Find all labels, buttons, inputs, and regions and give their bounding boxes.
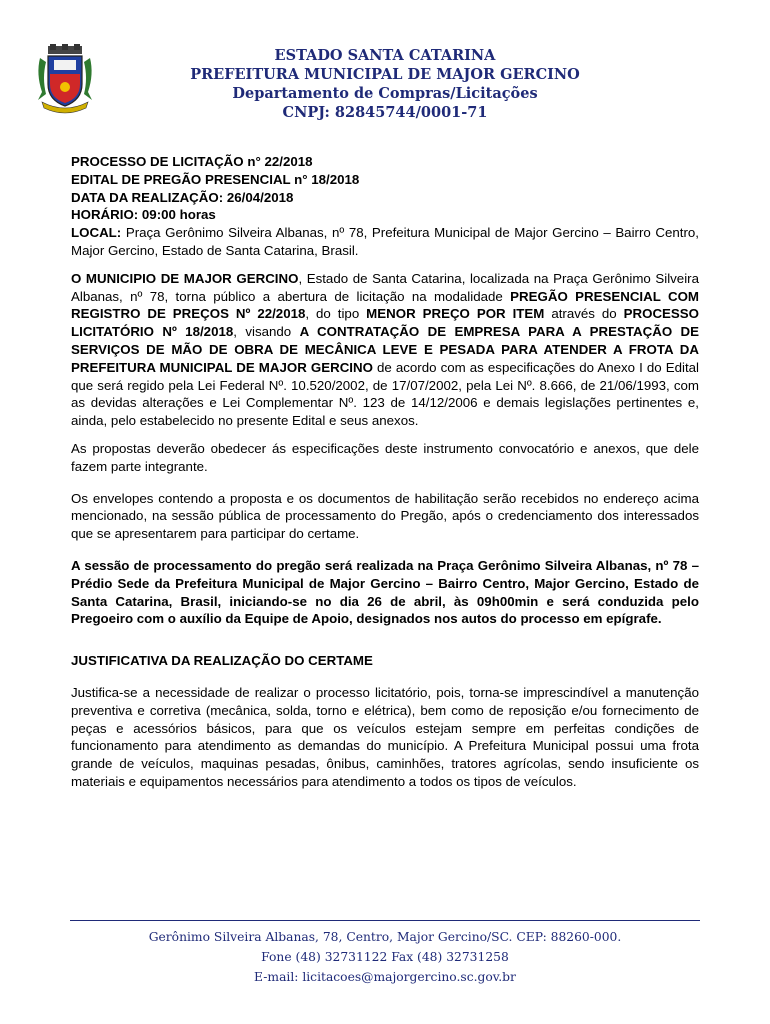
intro-s2: , Estado de Santa Catarina, localizada na Praça Gerônimo Silveira Albanas, nº 78, torna público a abertura de licitação na modalidade — [71, 270, 699, 304]
footer-divider — [70, 920, 700, 921]
justification-paragraph: Justifica-se a necessidade de realizar o processo licitatório, pois, torna-se imprescindível a manutenção preventiva e corretiva (mecânica, solda, torno e elétrica), bem como de reposição e/ou fornecimento de peças e acessórios básicos, para que os veículos estejam sempre em perfeitas condições de funcionamento para atendimento as demandas do município. A Prefeitura Municipal possui uma frota grande de veículos, maquinas pesadas, ônibus, caminhões, tratores agrícolas, sendo insuficiente os materiais e equipamentos necessários para atendimento a todos os tipos de veículos. — [71, 684, 699, 789]
location — [71, 224, 699, 260]
edital-number: EDITAL DE PREGÃO PRESENCIAL n° 18/2018 — [71, 171, 360, 187]
letterhead — [150, 46, 620, 122]
footer — [100, 927, 670, 987]
session-paragraph: A sessão de processamento do pregão será realizada na Praça Gerônimo Silveira Albanas, nº 78 – Prédio Sede da Prefeitura Municipal de Major Gercino – Bairro Centro, Major Gercino, Estado de Santa Catarina, Brasil, iniciando-se no dia 26 de abril, às 09h00min e será conduzida pelo Pregoeiro com o auxílio da Equipe de Apoio, designados nos autos do processo em epígrafe. — [71, 557, 699, 627]
proposals-paragraph: As propostas deverão obedecer ás especificações deste instrumento convocatório e anexos, que dele fazem parte integrante. — [71, 440, 699, 474]
intro-s9: A CONTRATAÇÃO DE EMPRESA PARA A PRESTAÇÃO DE SERVIÇOS DE MÃO DE OBRA DE MECÂNICA LEVE E PESADA PARA ATENDER A FROTA DA PREFEITURA MUNICIPAL DE MAJOR GERCINO — [71, 324, 700, 375]
intro-s8: , visando — [233, 324, 300, 340]
footer-email: E-mail: licitacoes@majorgercino.sc.gov.br — [254, 970, 516, 984]
location-label: LOCAL: — [71, 225, 122, 241]
footer-phone: Fone (48) 32731122 Fax (48) 32731258 — [261, 950, 509, 964]
intro-s3: PREGÃO PRESENCIAL COM REGISTRO DE PREÇOS Nº 22/2018 — [71, 288, 699, 322]
intro-s7: PROCESSO LICITATÓRIO Nº 18/2018 — [71, 306, 699, 340]
header-prefecture: PREFEITURA MUNICIPAL DE MAJOR GERCINO — [190, 66, 580, 83]
intro-paragraph — [71, 270, 699, 430]
document-body — [71, 153, 699, 801]
intro-s4: , do tipo — [305, 306, 367, 322]
intro-s10: de acordo com as especificações do Anexo I do Edital que será regido pela Lei Federal Nº. 10.520/2002, de 17/07/2002, pela Lei Nº. 8.666, de 21/06/1993, com as devidas alterações e Lei Complementar Nº. 123 de 14/12/2006 e demais legislações pertinentes e, ainda, pelo estabelecido no presente Edital e seus anexos. — [71, 359, 699, 429]
header-department: Departamento de Compras/Licitações — [232, 85, 538, 102]
justification-title: JUSTIFICATIVA DA REALIZAÇÃO DO CERTAME — [71, 653, 373, 669]
header-state: ESTADO SANTA CATARINA — [274, 47, 496, 64]
process-info — [71, 153, 699, 260]
realization-time: HORÁRIO: 09:00 horas — [71, 207, 216, 223]
location-text: Praça Gerônimo Silveira Albanas, nº 78, Prefeitura Municipal de Major Gercino – Bairro Centro, Major Gercino, Estado de Santa Catarina, Brasil. — [71, 225, 699, 258]
intro-s6: através do — [544, 306, 624, 322]
realization-date: DATA DA REALIZAÇÃO: 26/04/2018 — [71, 189, 294, 205]
header-cnpj: CNPJ: 82845744/0001-71 — [282, 104, 488, 121]
municipal-coat-of-arms-icon — [34, 44, 96, 116]
footer-address: Gerônimo Silveira Albanas, 78, Centro, Major Gercino/SC. CEP: 88260-000. — [148, 930, 622, 944]
intro-s5: MENOR PREÇO POR ITEM — [366, 306, 545, 322]
intro-s1: O MUNICIPIO DE MAJOR GERCINO — [71, 270, 299, 286]
envelopes-paragraph: Os envelopes contendo a proposta e os documentos de habilitação serão recebidos no endereço acima mencionado, na sessão pública de processamento do Pregão, após o credenciamento dos interessados que se apresentarem para participar do certame. — [71, 490, 699, 542]
process-number: PROCESSO DE LICITAÇÃO n° 22/2018 — [71, 154, 313, 169]
